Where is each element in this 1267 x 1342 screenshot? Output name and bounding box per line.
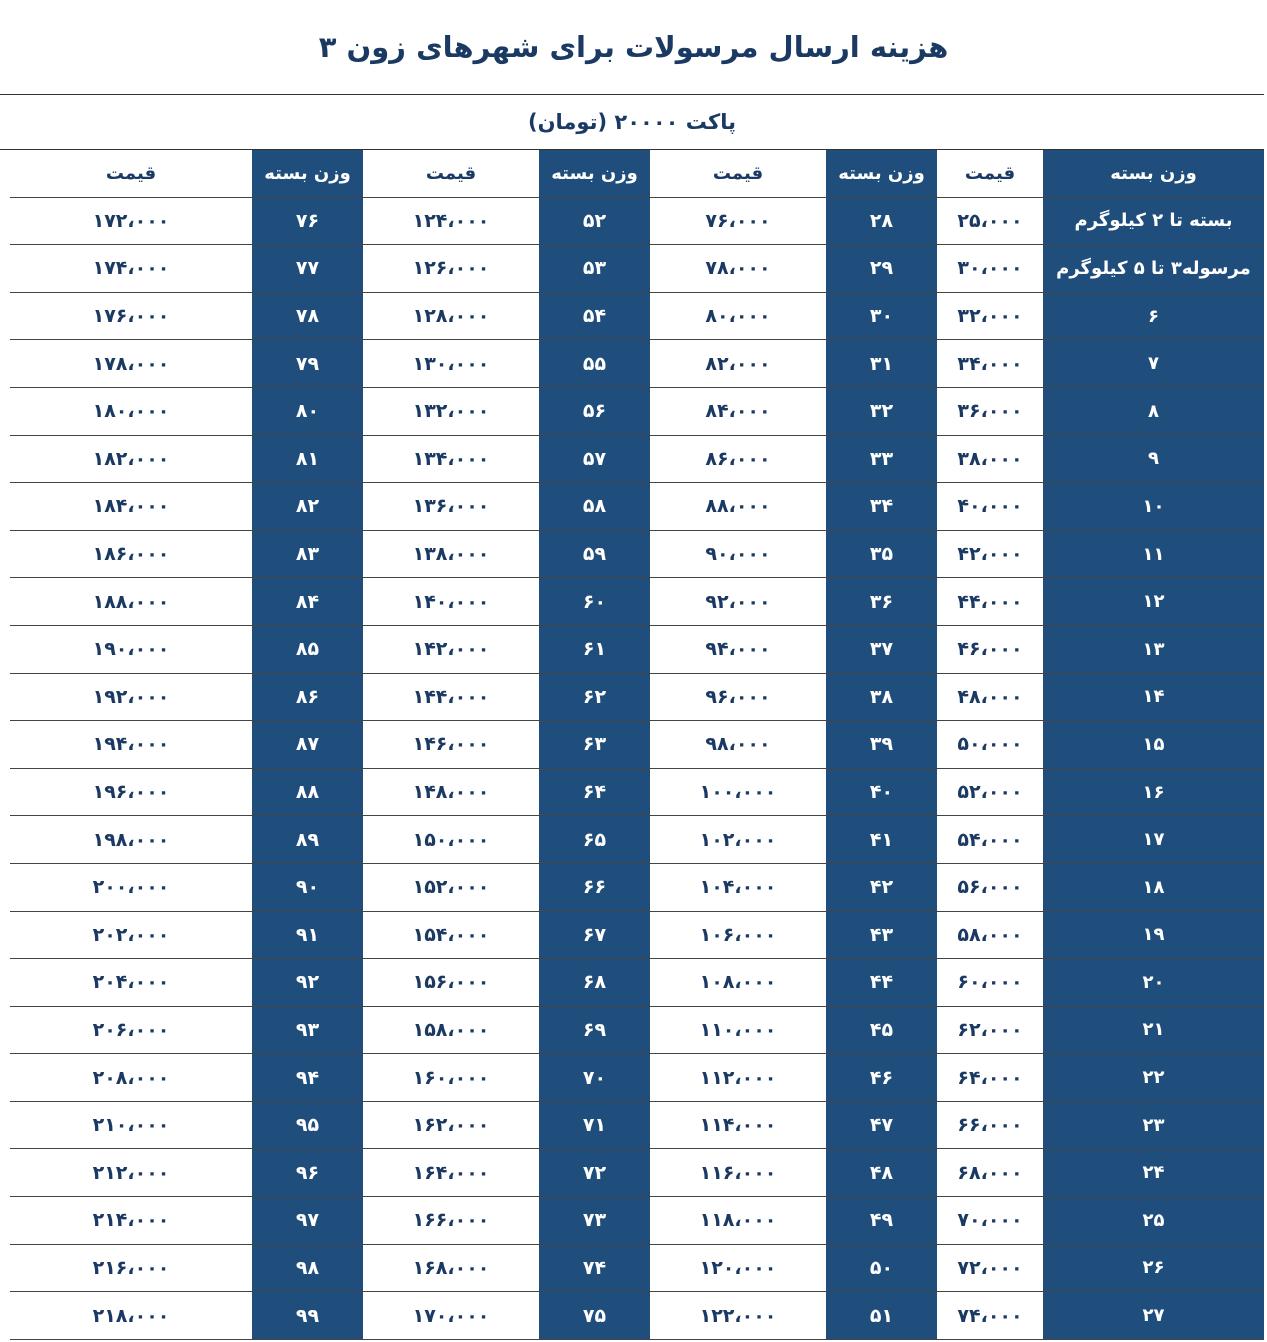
table-subtitle: پاکت ۲۰۰۰۰ (تومان)	[0, 94, 1264, 150]
weight-cell: ۲۴	[1043, 1149, 1264, 1197]
weight-cell: ۸۱	[252, 436, 363, 484]
weight-cell: ۸۴	[252, 578, 363, 626]
weight-cell: مرسوله۳ تا ۵ کیلوگرم	[1043, 245, 1264, 293]
weight-cell: ۳۱	[826, 340, 937, 388]
weight-cell: ۲۰	[1043, 959, 1264, 1007]
price-cell: ۳۰،۰۰۰	[937, 245, 1043, 293]
weight-cell: ۴۵	[826, 1007, 937, 1055]
price-cell: ۴۰،۰۰۰	[937, 483, 1043, 531]
weight-cell: ۳۸	[826, 674, 937, 722]
weight-cell: ۶۰	[539, 578, 650, 626]
weight-cell: ۸۸	[252, 769, 363, 817]
weight-cell: ۵۲	[539, 198, 650, 246]
weight-cell: ۴۸	[826, 1149, 937, 1197]
price-cell: ۱۱۴،۰۰۰	[650, 1102, 826, 1150]
weight-cell: ۴۲	[826, 864, 937, 912]
price-cell: ۱۰۲،۰۰۰	[650, 816, 826, 864]
price-cell: ۱۱۶،۰۰۰	[650, 1149, 826, 1197]
weight-cell: ۶۳	[539, 721, 650, 769]
weight-cell: ۲۶	[1043, 1245, 1264, 1293]
price-cell: ۹۶،۰۰۰	[650, 674, 826, 722]
weight-cell: ۷۶	[252, 198, 363, 246]
weight-cell: بسته تا ۲ کیلوگرم	[1043, 198, 1264, 246]
price-cell: ۱۴۲،۰۰۰	[363, 626, 539, 674]
price-cell: ۱۰۰،۰۰۰	[650, 769, 826, 817]
price-cell: ۶۶،۰۰۰	[937, 1102, 1043, 1150]
weight-cell: ۱۳	[1043, 626, 1264, 674]
price-cell: ۹۲،۰۰۰	[650, 578, 826, 626]
price-cell: ۲۱۸،۰۰۰	[10, 1292, 252, 1340]
weight-cell: ۱۵	[1043, 721, 1264, 769]
price-cell: ۱۷۸،۰۰۰	[10, 340, 252, 388]
price-cell: ۱۰۶،۰۰۰	[650, 912, 826, 960]
price-cell: ۴۴،۰۰۰	[937, 578, 1043, 626]
weight-cell: ۷۳	[539, 1197, 650, 1245]
weight-cell: ۱۷	[1043, 816, 1264, 864]
price-cell: ۶۴،۰۰۰	[937, 1054, 1043, 1102]
weight-cell: ۱۸	[1043, 864, 1264, 912]
price-cell: ۹۰،۰۰۰	[650, 531, 826, 579]
weight-cell: ۸۷	[252, 721, 363, 769]
weight-cell: ۱۲	[1043, 578, 1264, 626]
price-cell: ۲۱۴،۰۰۰	[10, 1197, 252, 1245]
price-cell: ۲۰۲،۰۰۰	[10, 912, 252, 960]
price-cell: ۱۹۲،۰۰۰	[10, 674, 252, 722]
price-cell: ۱۹۸،۰۰۰	[10, 816, 252, 864]
weight-cell: ۵۳	[539, 245, 650, 293]
weight-cell: ۸۵	[252, 626, 363, 674]
weight-cell: ۶۸	[539, 959, 650, 1007]
price-cell: ۹۴،۰۰۰	[650, 626, 826, 674]
price-cell: ۱۳۸،۰۰۰	[363, 531, 539, 579]
weight-cell: ۳۳	[826, 436, 937, 484]
weight-cell: ۷۱	[539, 1102, 650, 1150]
price-cell: ۱۶۶،۰۰۰	[363, 1197, 539, 1245]
weight-cell: ۶۱	[539, 626, 650, 674]
price-cell: ۱۸۴،۰۰۰	[10, 483, 252, 531]
price-cell: ۳۶،۰۰۰	[937, 388, 1043, 436]
weight-cell: ۶۹	[539, 1007, 650, 1055]
header-weight: وزن بسته	[252, 150, 363, 198]
price-cell: ۲۱۰،۰۰۰	[10, 1102, 252, 1150]
price-cell: ۲۱۲،۰۰۰	[10, 1149, 252, 1197]
price-cell: ۱۵۰،۰۰۰	[363, 816, 539, 864]
header-price: قیمت	[650, 150, 826, 198]
price-cell: ۱۸۸،۰۰۰	[10, 578, 252, 626]
weight-cell: ۱۹	[1043, 912, 1264, 960]
weight-cell: ۲۹	[826, 245, 937, 293]
price-cell: ۱۳۴،۰۰۰	[363, 436, 539, 484]
price-cell: ۱۵۶،۰۰۰	[363, 959, 539, 1007]
price-cell: ۴۸،۰۰۰	[937, 674, 1043, 722]
weight-cell: ۲۳	[1043, 1102, 1264, 1150]
weight-cell: ۹۵	[252, 1102, 363, 1150]
price-cell: ۲۰۶،۰۰۰	[10, 1007, 252, 1055]
weight-cell: ۷۸	[252, 293, 363, 341]
price-cell: ۱۲۲،۰۰۰	[650, 1292, 826, 1340]
weight-cell: ۸	[1043, 388, 1264, 436]
price-cell: ۸۲،۰۰۰	[650, 340, 826, 388]
price-cell: ۱۸۰،۰۰۰	[10, 388, 252, 436]
header-price: قیمت	[937, 150, 1043, 198]
weight-cell: ۷۰	[539, 1054, 650, 1102]
header-weight: وزن بسته	[826, 150, 937, 198]
price-cell: ۱۷۲،۰۰۰	[10, 198, 252, 246]
price-cell: ۸۸،۰۰۰	[650, 483, 826, 531]
weight-cell: ۱۰	[1043, 483, 1264, 531]
price-cell: ۱۲۴،۰۰۰	[363, 198, 539, 246]
weight-cell: ۷۴	[539, 1245, 650, 1293]
weight-cell: ۸۲	[252, 483, 363, 531]
price-cell: ۶۸،۰۰۰	[937, 1149, 1043, 1197]
weight-cell: ۳۹	[826, 721, 937, 769]
weight-cell: ۷۷	[252, 245, 363, 293]
weight-cell: ۳۷	[826, 626, 937, 674]
weight-cell: ۳۵	[826, 531, 937, 579]
header-price: قیمت	[363, 150, 539, 198]
weight-cell: ۱۱	[1043, 531, 1264, 579]
weight-cell: ۴۴	[826, 959, 937, 1007]
price-cell: ۱۶۰،۰۰۰	[363, 1054, 539, 1102]
price-cell: ۱۵۴،۰۰۰	[363, 912, 539, 960]
price-cell: ۲۰۴،۰۰۰	[10, 959, 252, 1007]
weight-cell: ۵۰	[826, 1245, 937, 1293]
weight-cell: ۹۴	[252, 1054, 363, 1102]
weight-cell: ۴۶	[826, 1054, 937, 1102]
price-cell: ۱۷۶،۰۰۰	[10, 293, 252, 341]
weight-cell: ۲۲	[1043, 1054, 1264, 1102]
price-cell: ۵۲،۰۰۰	[937, 769, 1043, 817]
weight-cell: ۸۳	[252, 531, 363, 579]
weight-cell: ۳۲	[826, 388, 937, 436]
weight-cell: ۴۷	[826, 1102, 937, 1150]
weight-cell: ۴۱	[826, 816, 937, 864]
weight-cell: ۱۴	[1043, 674, 1264, 722]
weight-cell: ۱۶	[1043, 769, 1264, 817]
price-cell: ۲۰۰،۰۰۰	[10, 864, 252, 912]
price-cell: ۱۲۶،۰۰۰	[363, 245, 539, 293]
price-cell: ۱۰۸،۰۰۰	[650, 959, 826, 1007]
price-cell: ۱۳۶،۰۰۰	[363, 483, 539, 531]
weight-cell: ۹۱	[252, 912, 363, 960]
weight-cell: ۵۹	[539, 531, 650, 579]
price-cell: ۱۹۰،۰۰۰	[10, 626, 252, 674]
price-cell: ۶۰،۰۰۰	[937, 959, 1043, 1007]
price-cell: ۲۱۶،۰۰۰	[10, 1245, 252, 1293]
price-cell: ۱۶۴،۰۰۰	[363, 1149, 539, 1197]
weight-cell: ۵۵	[539, 340, 650, 388]
page-title: هزینه ارسال مرسولات برای شهرهای زون ۳	[318, 30, 949, 64]
weight-cell: ۷۵	[539, 1292, 650, 1340]
price-cell: ۱۴۶،۰۰۰	[363, 721, 539, 769]
weight-cell: ۳۶	[826, 578, 937, 626]
weight-cell: ۲۷	[1043, 1292, 1264, 1340]
weight-cell: ۳۰	[826, 293, 937, 341]
price-cell: ۷۶،۰۰۰	[650, 198, 826, 246]
price-cell: ۷۰،۰۰۰	[937, 1197, 1043, 1245]
price-cell: ۳۸،۰۰۰	[937, 436, 1043, 484]
shipping-rate-table	[0, 150, 1264, 1340]
price-cell: ۹۸،۰۰۰	[650, 721, 826, 769]
weight-cell: ۹۲	[252, 959, 363, 1007]
weight-cell: ۶۵	[539, 816, 650, 864]
price-cell: ۱۶۸،۰۰۰	[363, 1245, 539, 1293]
price-cell: ۱۱۲،۰۰۰	[650, 1054, 826, 1102]
price-cell: ۷۲،۰۰۰	[937, 1245, 1043, 1293]
header-price: قیمت	[10, 150, 252, 198]
weight-cell: ۷۲	[539, 1149, 650, 1197]
weight-cell: ۴۳	[826, 912, 937, 960]
weight-cell: ۹۰	[252, 864, 363, 912]
weight-cell: ۸۰	[252, 388, 363, 436]
price-cell: ۴۶،۰۰۰	[937, 626, 1043, 674]
weight-cell: ۳۴	[826, 483, 937, 531]
price-cell: ۵۰،۰۰۰	[937, 721, 1043, 769]
price-cell: ۳۲،۰۰۰	[937, 293, 1043, 341]
price-cell: ۱۳۰،۰۰۰	[363, 340, 539, 388]
weight-cell: ۶۶	[539, 864, 650, 912]
price-cell: ۶۲،۰۰۰	[937, 1007, 1043, 1055]
weight-cell: ۴۰	[826, 769, 937, 817]
price-cell: ۱۹۴،۰۰۰	[10, 721, 252, 769]
price-cell: ۱۰۴،۰۰۰	[650, 864, 826, 912]
weight-cell: ۷۹	[252, 340, 363, 388]
price-cell: ۴۲،۰۰۰	[937, 531, 1043, 579]
price-cell: ۱۱۸،۰۰۰	[650, 1197, 826, 1245]
price-cell: ۱۴۰،۰۰۰	[363, 578, 539, 626]
weight-cell: ۴۹	[826, 1197, 937, 1245]
price-cell: ۱۴۴،۰۰۰	[363, 674, 539, 722]
weight-cell: ۶۴	[539, 769, 650, 817]
header-weight: وزن بسته	[1043, 150, 1264, 198]
weight-cell: ۹۶	[252, 1149, 363, 1197]
price-cell: ۱۲۰،۰۰۰	[650, 1245, 826, 1293]
weight-cell: ۹۳	[252, 1007, 363, 1055]
price-cell: ۵۶،۰۰۰	[937, 864, 1043, 912]
price-cell: ۷۸،۰۰۰	[650, 245, 826, 293]
price-cell: ۱۸۲،۰۰۰	[10, 436, 252, 484]
price-cell: ۱۵۸،۰۰۰	[363, 1007, 539, 1055]
price-cell: ۳۴،۰۰۰	[937, 340, 1043, 388]
weight-cell: ۵۷	[539, 436, 650, 484]
weight-cell: ۵۴	[539, 293, 650, 341]
price-cell: ۸۰،۰۰۰	[650, 293, 826, 341]
weight-cell: ۸۶	[252, 674, 363, 722]
weight-cell: ۶۲	[539, 674, 650, 722]
price-cell: ۱۲۸،۰۰۰	[363, 293, 539, 341]
price-cell: ۲۵،۰۰۰	[937, 198, 1043, 246]
price-cell: ۲۰۸،۰۰۰	[10, 1054, 252, 1102]
price-cell: ۵۸،۰۰۰	[937, 912, 1043, 960]
price-cell: ۱۹۶،۰۰۰	[10, 769, 252, 817]
weight-cell: ۵۶	[539, 388, 650, 436]
weight-cell: ۷	[1043, 340, 1264, 388]
weight-cell: ۵۸	[539, 483, 650, 531]
header-weight: وزن بسته	[539, 150, 650, 198]
weight-cell: ۹۷	[252, 1197, 363, 1245]
weight-cell: ۲۵	[1043, 1197, 1264, 1245]
weight-cell: ۹۹	[252, 1292, 363, 1340]
weight-cell: ۸۹	[252, 816, 363, 864]
price-cell: ۱۱۰،۰۰۰	[650, 1007, 826, 1055]
weight-cell: ۲۸	[826, 198, 937, 246]
weight-cell: ۲۱	[1043, 1007, 1264, 1055]
weight-cell: ۹	[1043, 436, 1264, 484]
weight-cell: ۵۱	[826, 1292, 937, 1340]
price-cell: ۱۴۸،۰۰۰	[363, 769, 539, 817]
price-cell: ۱۶۲،۰۰۰	[363, 1102, 539, 1150]
price-cell: ۱۵۲،۰۰۰	[363, 864, 539, 912]
price-cell: ۵۴،۰۰۰	[937, 816, 1043, 864]
price-cell: ۱۳۲،۰۰۰	[363, 388, 539, 436]
price-cell: ۱۷۴،۰۰۰	[10, 245, 252, 293]
price-cell: ۷۴،۰۰۰	[937, 1292, 1043, 1340]
weight-cell: ۶	[1043, 293, 1264, 341]
price-cell: ۸۴،۰۰۰	[650, 388, 826, 436]
price-cell: ۱۸۶،۰۰۰	[10, 531, 252, 579]
price-cell: ۸۶،۰۰۰	[650, 436, 826, 484]
weight-cell: ۶۷	[539, 912, 650, 960]
price-cell: ۱۷۰،۰۰۰	[363, 1292, 539, 1340]
weight-cell: ۹۸	[252, 1245, 363, 1293]
